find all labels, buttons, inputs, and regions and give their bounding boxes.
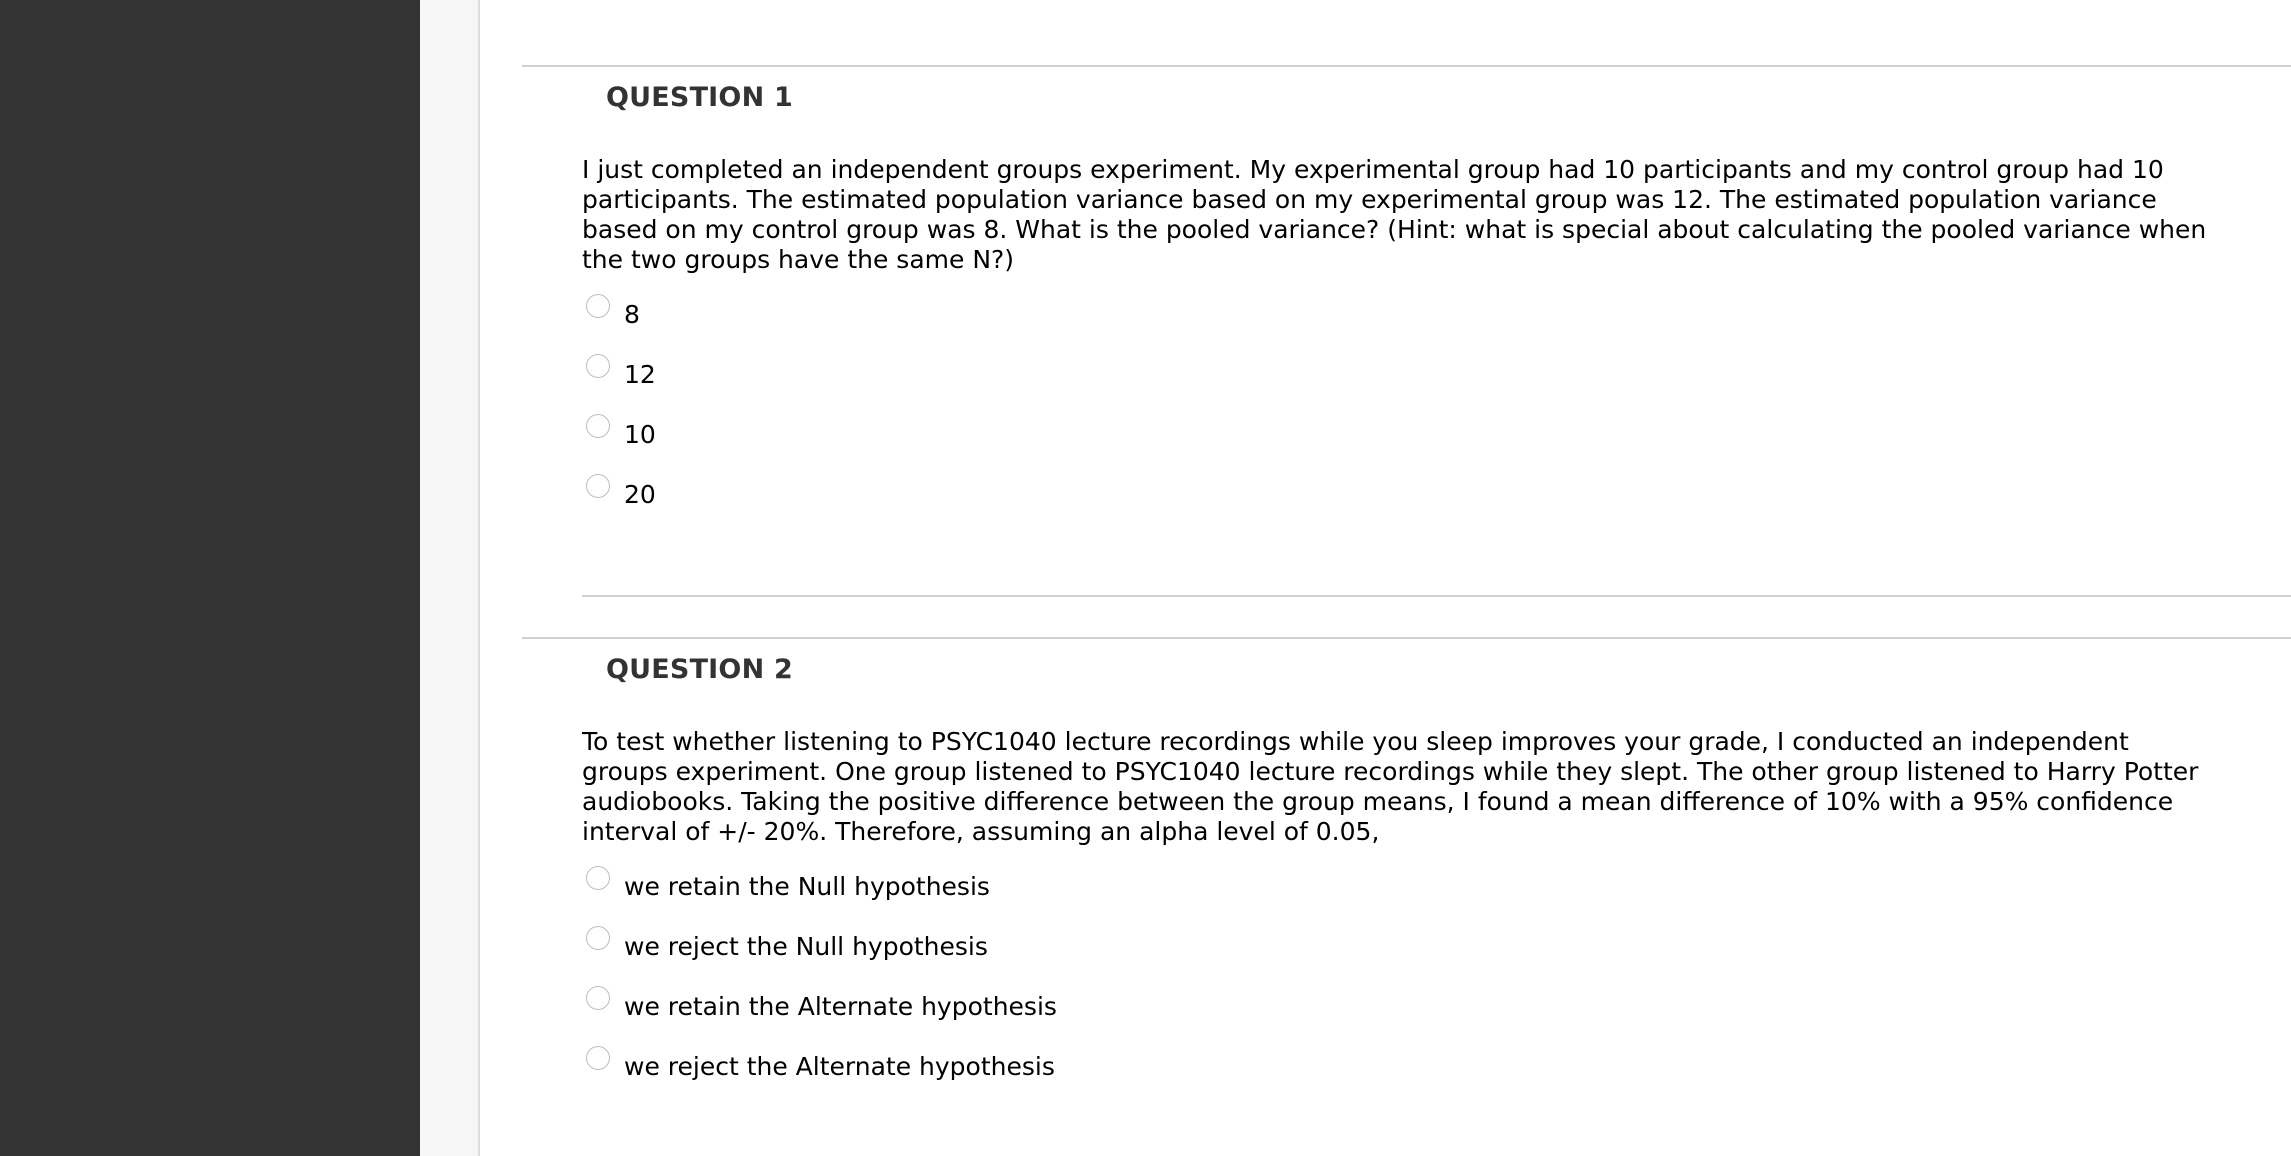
question-1-top-divider xyxy=(522,65,2291,67)
option-label: 8 xyxy=(624,300,640,329)
radio-button[interactable] xyxy=(586,926,610,950)
question-2-text: To test whether listening to PSYC1040 lecture recordings while you sleep improves your grade, I conducted an independent groups experiment. One group listened to PSYC1040 lecture recordings while they slept. The other group listened to Harry Potter audiobooks. Taking the positive difference between the group means, I found a mean difference of 10% with a 95% confidence interval of +/- 20%. Therefore, assuming an alpha level of 0.05, xyxy=(582,727,2199,846)
option-label: 12 xyxy=(624,360,656,389)
question-2-title: QUESTION 2 xyxy=(606,654,793,685)
question-1-bottom-divider xyxy=(582,595,2291,597)
question-1-text: I just completed an independent groups experiment. My experimental group had 10 participants and my control group had 10 participants. The estimated population variance based on my experimental group was 12. The estimated population variance based on my control group was 8. What is the pooled variance? (Hint: what is special about calculating the pooled variance when the two groups have the same N?) xyxy=(582,155,2207,274)
radio-button[interactable] xyxy=(586,474,610,498)
radio-button[interactable] xyxy=(586,414,610,438)
question-1-title: QUESTION 1 xyxy=(606,82,793,113)
radio-button[interactable] xyxy=(586,294,610,318)
option-label: we retain the Null hypothesis xyxy=(624,872,990,901)
option-label: 10 xyxy=(624,420,656,449)
radio-button[interactable] xyxy=(586,1046,610,1070)
radio-button[interactable] xyxy=(586,986,610,1010)
option-label: we reject the Alternate hypothesis xyxy=(624,1052,1055,1081)
left-sidebar xyxy=(0,0,420,1156)
option-label: we retain the Alternate hypothesis xyxy=(624,992,1057,1021)
radio-button[interactable] xyxy=(586,866,610,890)
option-label: 20 xyxy=(624,480,656,509)
sidebar-gutter xyxy=(420,0,480,1156)
question-2-top-divider xyxy=(522,637,2291,639)
radio-button[interactable] xyxy=(586,354,610,378)
option-label: we reject the Null hypothesis xyxy=(624,932,988,961)
